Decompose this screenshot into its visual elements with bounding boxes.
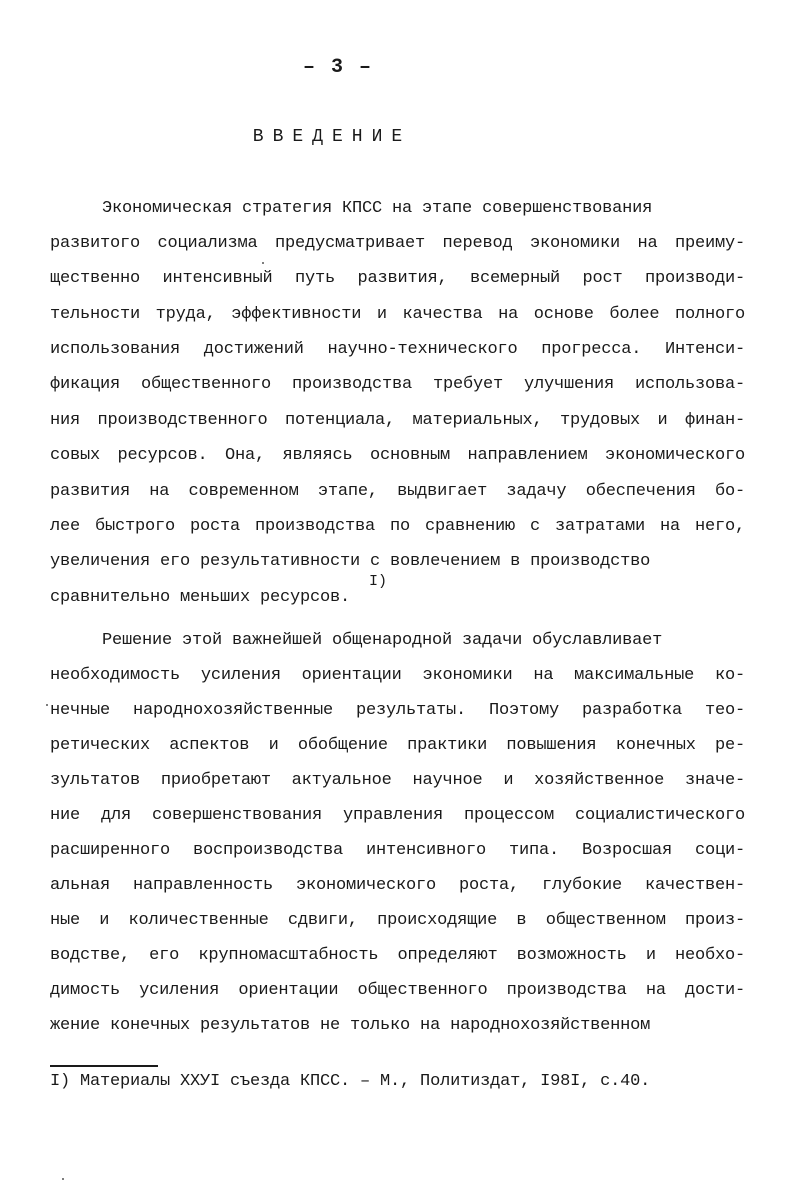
- paragraph-2-line: ретических аспектов и обобщение практики повышения конечных ре-: [50, 736, 745, 755]
- paragraph-2-line: необходимость усиления ориентации экономики на максимальные ко-: [50, 666, 745, 685]
- paragraph-2-line: жение конечных результатов не только на народнохозяйственном: [50, 1016, 651, 1035]
- footnote-marker: I): [369, 573, 388, 590]
- paragraph-1-line: использования достижений научно-технического прогресса. Интенси-: [50, 340, 745, 359]
- scan-speck: [262, 262, 264, 264]
- paragraph-1-line: Экономическая стратегия КПСС на этапе совершенствования: [102, 199, 653, 218]
- paragraph-1-line: развитого социализма предусматривает перевод экономики на преиму-: [50, 234, 745, 253]
- section-heading: ВВЕДЕНИЕ: [252, 127, 412, 147]
- paragraph-1-line: щественно интенсивный путь развития, всемерный рост производи-: [50, 269, 745, 288]
- paragraph-2-line: водстве, его крупномасштабность определяют возможность и необхо-: [50, 946, 745, 965]
- scan-speck: [62, 1178, 64, 1180]
- page-number: – 3 –: [302, 56, 373, 79]
- footnote: I) Материалы XXУI съезда КПСС. – М., Политиздат, I98I, с.40.: [50, 1072, 651, 1091]
- paragraph-2-line: расширенного воспроизводства интенсивного типа. Возросшая соци-: [50, 841, 745, 860]
- paragraph-1-line: совых ресурсов. Она, являясь основным направлением экономического: [50, 446, 745, 465]
- paragraph-2-line: ние для совершенствования управления процессом социалистического: [50, 806, 745, 825]
- paragraph-2-line: ные и количественные сдвиги, происходящие в общественном произ-: [50, 911, 745, 930]
- paragraph-2-line: альная направленность экономического роста, глубокие качествен-: [50, 876, 745, 895]
- paragraph-1-line: сравнительно меньших ресурсов.: [50, 588, 351, 607]
- paragraph-2-line: димость усиления ориентации общественного производства на дости-: [50, 981, 745, 1000]
- paragraph-1-line: тельности труда, эффективности и качества на основе более полного: [50, 305, 745, 324]
- paragraph-2-line: Решение этой важнейшей общенародной задачи обуславливает: [102, 631, 663, 650]
- paragraph-1-line: ния производственного потенциала, материальных, трудовых и финан-: [50, 411, 745, 430]
- paragraph-1-line: увеличения его результативности с вовлечением в производство: [50, 552, 651, 571]
- paragraph-2-line: зультатов приобретают актуальное научное и хозяйственное значе-: [50, 771, 745, 790]
- paragraph-1-line: лее быстрого роста производства по сравнению с затратами на него,: [50, 517, 745, 536]
- paragraph-1-line: развития на современном этапе, выдвигает задачу обеспечения бо-: [50, 482, 745, 501]
- paragraph-2-line: нечные народнохозяйственные результаты. Поэтому разработка тео-: [50, 701, 745, 720]
- scan-speck: [46, 704, 48, 706]
- footnote-divider: [50, 1065, 158, 1067]
- paragraph-1-line: фикация общественного производства требует улучшения использова-: [50, 375, 745, 394]
